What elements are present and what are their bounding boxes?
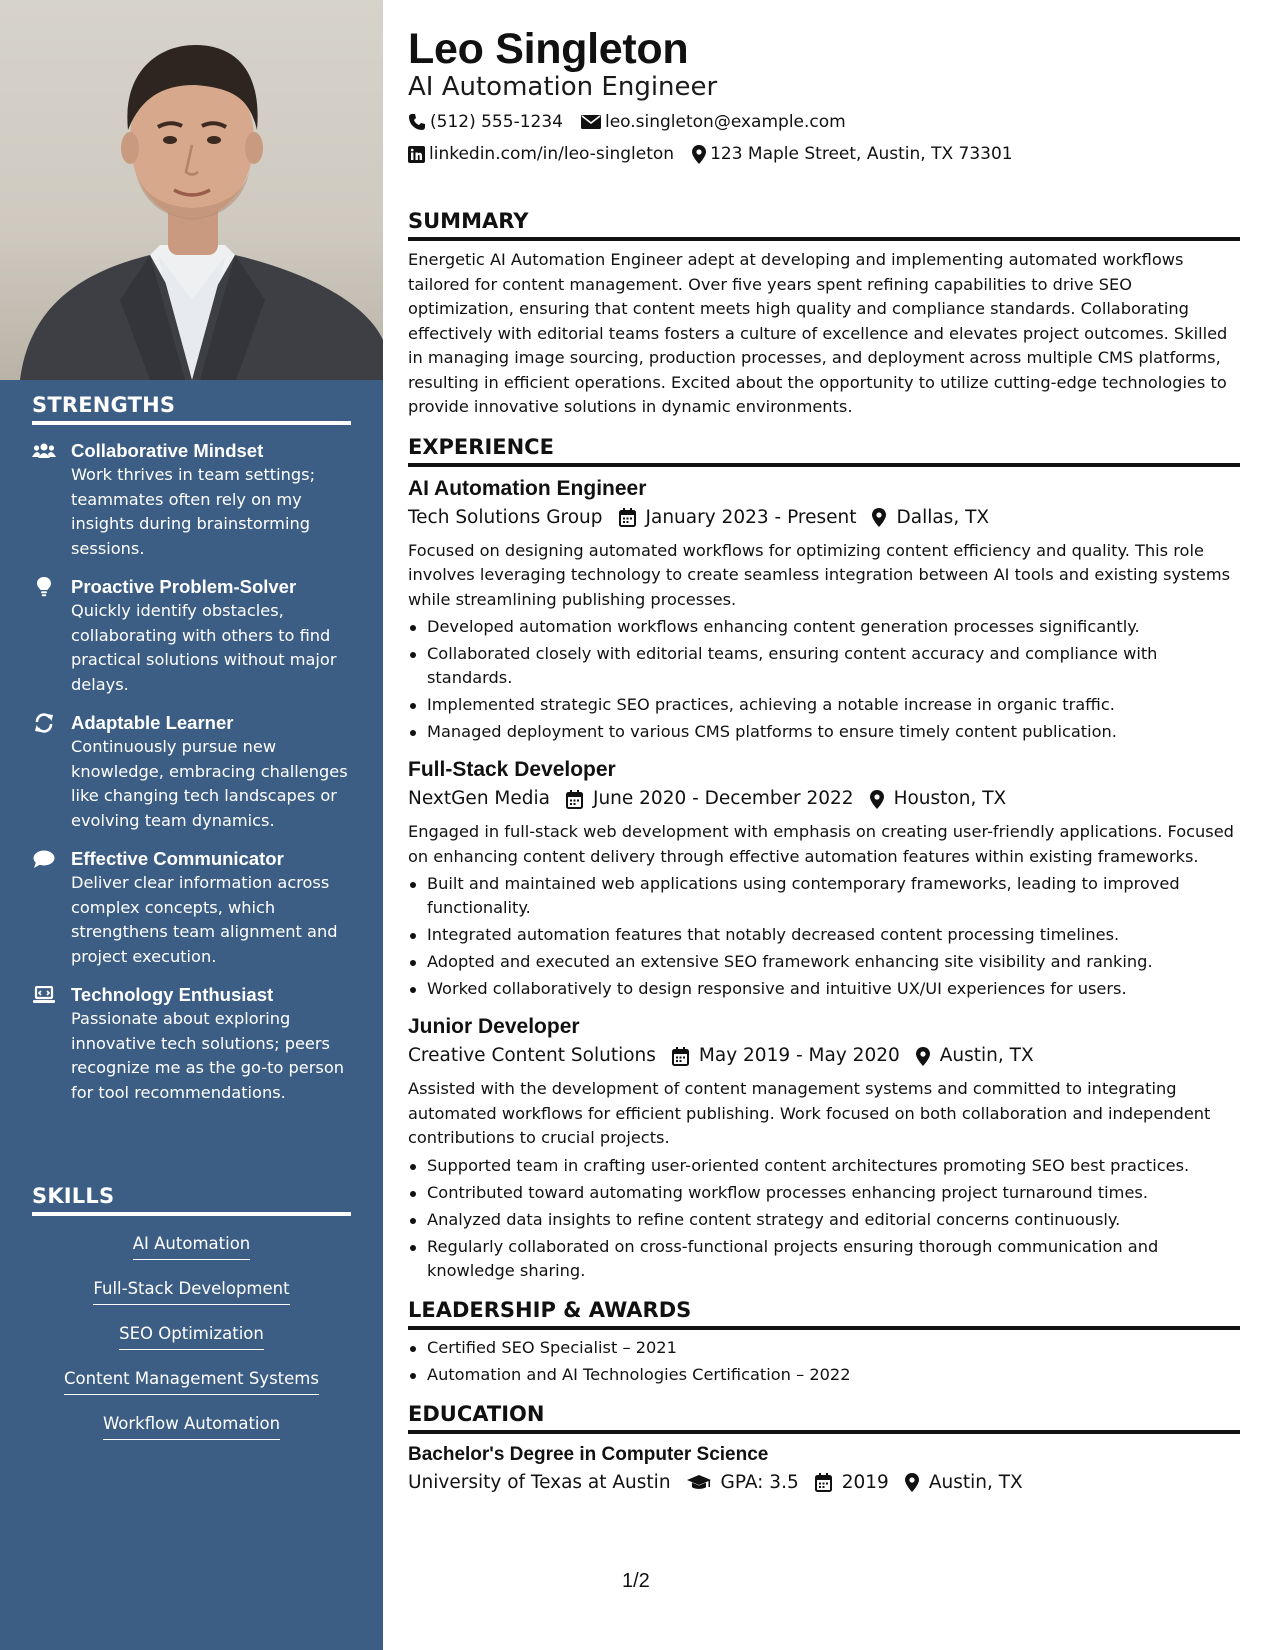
skill-tag: Workflow Automation	[103, 1412, 280, 1440]
job-meta	[408, 1043, 1240, 1069]
job-entry	[408, 756, 1240, 1001]
summary-text: Energetic AI Automation Engineer adept at developing and implementing automated workflows tailored for content management. Over five years spent refining capabilities to drive SEO optimization, ensuring that content meets high quality and compliance standards. Collaborating effectively with editorial teams fosters a culture of excellence and elevates project outcomes. Skilled in managing image sourcing, production processes, and deployment across multiple CMS platforms, resulting in efficient operations. Excited about the opportunity to utilize cutting-edge technologies to provide innovative solutions in dynamic environments.	[408, 250, 1228, 416]
job-dates-text: June 2020 - December 2022	[592, 788, 854, 809]
bullet-item: Developed automation workflows enhancing content generation processes significantly.	[408, 615, 1240, 639]
bullet-item: Collaborated closely with editorial teams, ensuring content accuracy and compliance with standards.	[408, 642, 1240, 690]
strength-title: Collaborative Mindset	[71, 440, 264, 461]
strength-desc: Deliver clear information across complex concepts, which strengthens team alignment and project execution.	[71, 873, 338, 966]
strengths-section	[32, 393, 351, 1105]
strength-desc: Work thrives in team settings; teammates often rely on my insights during brainstorming sessions.	[71, 465, 316, 558]
map-pin-icon	[692, 145, 706, 164]
lightbulb-icon	[32, 577, 56, 597]
skills-section	[32, 1184, 351, 1457]
education-heading: EDUCATION	[408, 1401, 1240, 1434]
phone-contact[interactable]	[408, 110, 563, 134]
map-pin-icon	[872, 508, 886, 527]
bullet-item: Integrated automation features that notably decreased content processing timelines.	[408, 923, 1240, 947]
strength-item	[32, 847, 351, 969]
experience-heading: EXPERIENCE	[408, 434, 1240, 467]
job-meta	[408, 505, 1240, 531]
graduation-year	[815, 1470, 889, 1496]
bullet-item: Contributed toward automating workflow processes enhancing project turnaround times.	[408, 1181, 1240, 1205]
job-dates	[672, 1043, 900, 1069]
gpa	[687, 1470, 799, 1496]
job-entry	[408, 475, 1240, 745]
strength-title: Effective Communicator	[71, 848, 284, 869]
job-title: Full-Stack Developer	[408, 758, 616, 781]
job-company: NextGen Media	[408, 788, 550, 809]
skill-tag: SEO Optimization	[119, 1322, 264, 1350]
job-dates	[619, 505, 857, 531]
bullet-item: Managed deployment to various CMS platforms to ensure timely content publication.	[408, 720, 1240, 744]
job-title: Junior Developer	[408, 1015, 580, 1038]
awards-section	[408, 1297, 1240, 1387]
strength-desc: Continuously pursue new knowledge, embracing challenges like changing tech landscapes or evolving team dynamics.	[71, 737, 348, 830]
bullet-item: Adopted and executed an extensive SEO framework enhancing site visibility and ranking.	[408, 950, 1240, 974]
sidebar	[0, 0, 383, 1650]
skills-list	[32, 1232, 351, 1457]
page-number: 1/2	[622, 1570, 650, 1592]
map-pin-icon	[870, 790, 884, 809]
education-meta	[408, 1470, 1240, 1496]
strength-item	[32, 711, 351, 833]
users-icon	[32, 441, 56, 461]
year-text: 2019	[841, 1471, 889, 1493]
awards-heading: LEADERSHIP & AWARDS	[408, 1297, 1240, 1330]
awards-list	[408, 1336, 1240, 1387]
linkedin-contact[interactable]	[408, 142, 674, 166]
bullet-item: Built and maintained web applications using contemporary frameworks, leading to improved functionality.	[408, 872, 1240, 920]
bullet-item: Implemented strategic SEO practices, achieving a notable increase in organic traffic.	[408, 693, 1240, 717]
phone-text: (512) 555-1234	[430, 112, 563, 132]
graduation-cap-icon	[687, 1474, 711, 1492]
job-company: Creative Content Solutions	[408, 1045, 656, 1066]
email-contact[interactable]	[581, 110, 846, 134]
job-dates-text: January 2023 - Present	[645, 506, 857, 528]
school-name: University of Texas at Austin	[408, 1471, 671, 1493]
candidate-name: Leo Singleton	[408, 25, 689, 73]
skill-tag: Full-Stack Development	[93, 1277, 289, 1305]
address-text: 123 Maple Street, Austin, TX 73301	[710, 144, 1013, 164]
bullet-item: Supported team in crafting user-oriented content architectures promoting SEO best practices.	[408, 1154, 1240, 1178]
strengths-heading: STRENGTHS	[32, 393, 351, 425]
linkedin-text: linkedin.com/in/leo-singleton	[429, 144, 675, 164]
profile-photo	[0, 0, 383, 380]
experience-section	[408, 434, 1240, 1283]
address-contact	[692, 142, 1013, 166]
calendar-icon	[566, 790, 583, 809]
bullet-item: Worked collaboratively to design responsive and intuitive UX/UI experiences for users.	[408, 977, 1240, 1001]
strength-item	[32, 575, 351, 697]
laptop-icon	[32, 985, 56, 1005]
calendar-icon	[815, 1473, 832, 1492]
calendar-icon	[619, 508, 636, 527]
job-location	[870, 786, 1007, 812]
refresh-icon	[32, 713, 56, 733]
education-location	[905, 1470, 1023, 1496]
map-pin-icon	[905, 1473, 919, 1492]
calendar-icon	[672, 1047, 689, 1066]
candidate-role: AI Automation Engineer	[408, 72, 718, 102]
skill-tag: Content Management Systems	[64, 1367, 319, 1395]
job-company: Tech Solutions Group	[408, 506, 603, 528]
strength-item	[32, 983, 351, 1105]
job-location	[872, 505, 989, 531]
degree-title: Bachelor's Degree in Computer Science	[408, 1443, 769, 1465]
job-bullets	[408, 872, 1240, 1001]
gpa-text: GPA: 3.5	[720, 1471, 799, 1493]
job-meta	[408, 786, 1240, 812]
contact-row	[408, 110, 1240, 134]
strength-title: Adaptable Learner	[71, 712, 234, 733]
main-content	[408, 24, 1240, 1496]
job-description: Assisted with the development of content management systems and committed to integrating automated workflows for efficient publishing. Work focused on both collaboration and independent contributions to crucial projects.	[408, 1079, 1211, 1147]
job-location-text: Austin, TX	[939, 1045, 1034, 1066]
job-location-text: Dallas, TX	[896, 506, 990, 528]
strength-desc: Quickly identify obstacles, collaborating with others to find practical solutions without major delays.	[71, 601, 337, 694]
strength-desc: Passionate about exploring innovative tech solutions; peers recognize me as the go-to person for tool recommendations.	[71, 1009, 344, 1102]
strength-title: Proactive Problem-Solver	[71, 576, 297, 597]
phone-icon	[408, 113, 426, 131]
envelope-icon	[581, 114, 601, 130]
strength-item	[32, 439, 351, 561]
contact-row	[408, 142, 1240, 166]
job-bullets	[408, 1154, 1240, 1283]
job-dates-text: May 2019 - May 2020	[698, 1045, 900, 1066]
linkedin-icon	[408, 146, 425, 163]
summary-heading: SUMMARY	[408, 208, 1240, 241]
job-bullets	[408, 615, 1240, 744]
award-item: Automation and AI Technologies Certification – 2022	[408, 1363, 1240, 1387]
education-location-text: Austin, TX	[928, 1471, 1023, 1493]
map-pin-icon	[916, 1047, 930, 1066]
skills-heading: SKILLS	[32, 1184, 351, 1216]
strength-title: Technology Enthusiast	[71, 984, 274, 1005]
job-description: Engaged in full-stack web development with emphasis on creating user-friendly applications. Focused on enhancing content delivery through effective automation features within existing frameworks.	[408, 822, 1234, 866]
job-title: AI Automation Engineer	[408, 476, 647, 500]
bullet-item: Analyzed data insights to refine content strategy and editorial concerns continuously.	[408, 1208, 1240, 1232]
job-location-text: Houston, TX	[893, 788, 1007, 809]
summary-section	[408, 208, 1240, 420]
bullet-item: Regularly collaborated on cross-functional projects ensuring thorough communication and knowledge sharing.	[408, 1235, 1240, 1283]
job-dates	[566, 786, 854, 812]
chat-icon	[32, 849, 56, 869]
job-location	[916, 1043, 1034, 1069]
email-text: leo.singleton@example.com	[604, 112, 846, 132]
award-item: Certified SEO Specialist – 2021	[408, 1336, 1240, 1360]
education-section	[408, 1401, 1240, 1496]
job-entry	[408, 1013, 1240, 1283]
skill-tag: AI Automation	[133, 1232, 251, 1260]
job-description: Focused on designing automated workflows for optimizing content efficiency and quality. This role involves leveraging technology to create seamless integration between AI tools and existing systems while streamlining publishing processes.	[408, 540, 1231, 609]
